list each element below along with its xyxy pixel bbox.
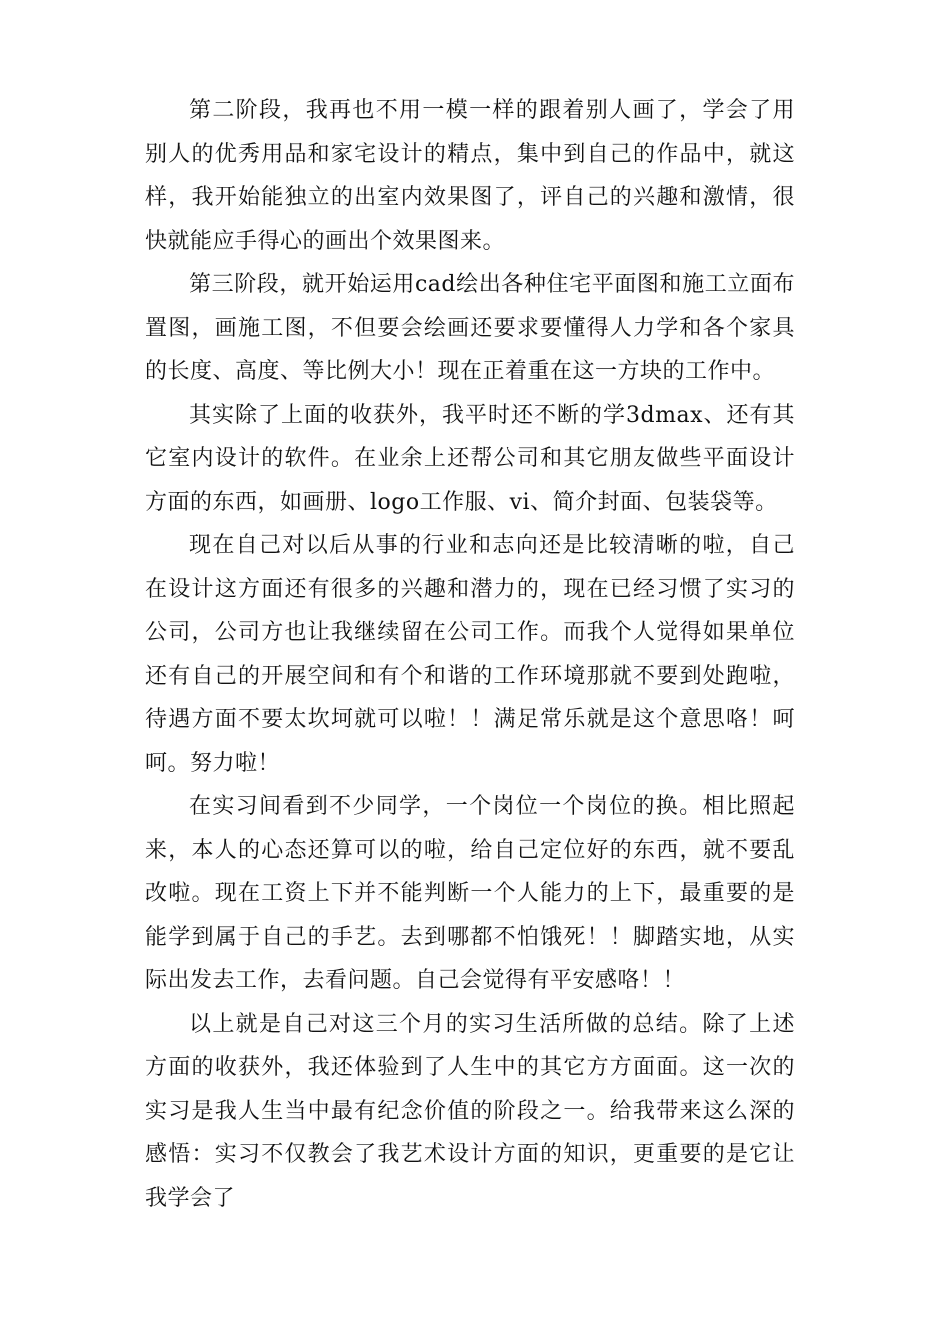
paragraph-other-gains: 其实除了上面的收获外，我平时还不断的学3dmax、还有其它室内设计的软件。在业余上还帮公司和其它朋友做些平面设计方面的东西，如画册、logo工作服、vi、简介封面、包装袋等。 bbox=[145, 402, 795, 515]
paragraph-stage-three: 第三阶段，就开始运用cad绘出各种住宅平面图和施工立面布置图，画施工图，不但要会绘画还要求要懂得人力学和各个家具的长度、高度、等比例大小！现在正着重在这一方块的工作中。 bbox=[145, 272, 795, 384]
paragraph-stage-two: 第二阶段，我再也不用一模一样的跟着别人画了，学会了用别人的优秀用品和家宅设计的精点，集中到自己的作品中，就这样，我开始能独立的出室内效果图了，评自己的兴趣和激情，很快就能应手得心的画出个效果图来。 bbox=[145, 98, 795, 254]
paragraph-career-outlook: 现在自己对以后从事的行业和志向还是比较清晰的啦，自己在设计这方面还有很多的兴趣和潜力的，现在已经习惯了实习的公司，公司方也让我继续留在公司工作。而我个人觉得如果单位还有自己的开展空间和有个和谐的工作环境那就不要到处跑啦，待遇方面不要太坎坷就可以啦！！满足常乐就是这个意思咯！呵呵。努力啦！ bbox=[145, 533, 795, 776]
paragraph-mindset: 在实习间看到不少同学，一个岗位一个岗位的换。相比照起来，本人的心态还算可以的啦，给自己定位好的东西，就不要乱改啦。现在工资上下并不能判断一个人能力的上下，最重要的是能学到属于自己的手艺。去到哪都不怕饿死！！脚踏实地，从实际出发去工作，去看问题。自己会觉得有平安感咯！！ bbox=[145, 794, 795, 993]
paragraph-summary: 以上就是自己对这三个月的实习生活所做的总结。除了上述方面的收获外，我还体验到了人生中的其它方方面面。这一次的实习是我人生当中最有纪念价值的阶段之一。给我带来这么深的感悟：实习不仅教会了我艺术设计方面的知识，更重要的是它让我学会了 bbox=[145, 1011, 795, 1211]
document-body bbox=[145, 89, 795, 1220]
